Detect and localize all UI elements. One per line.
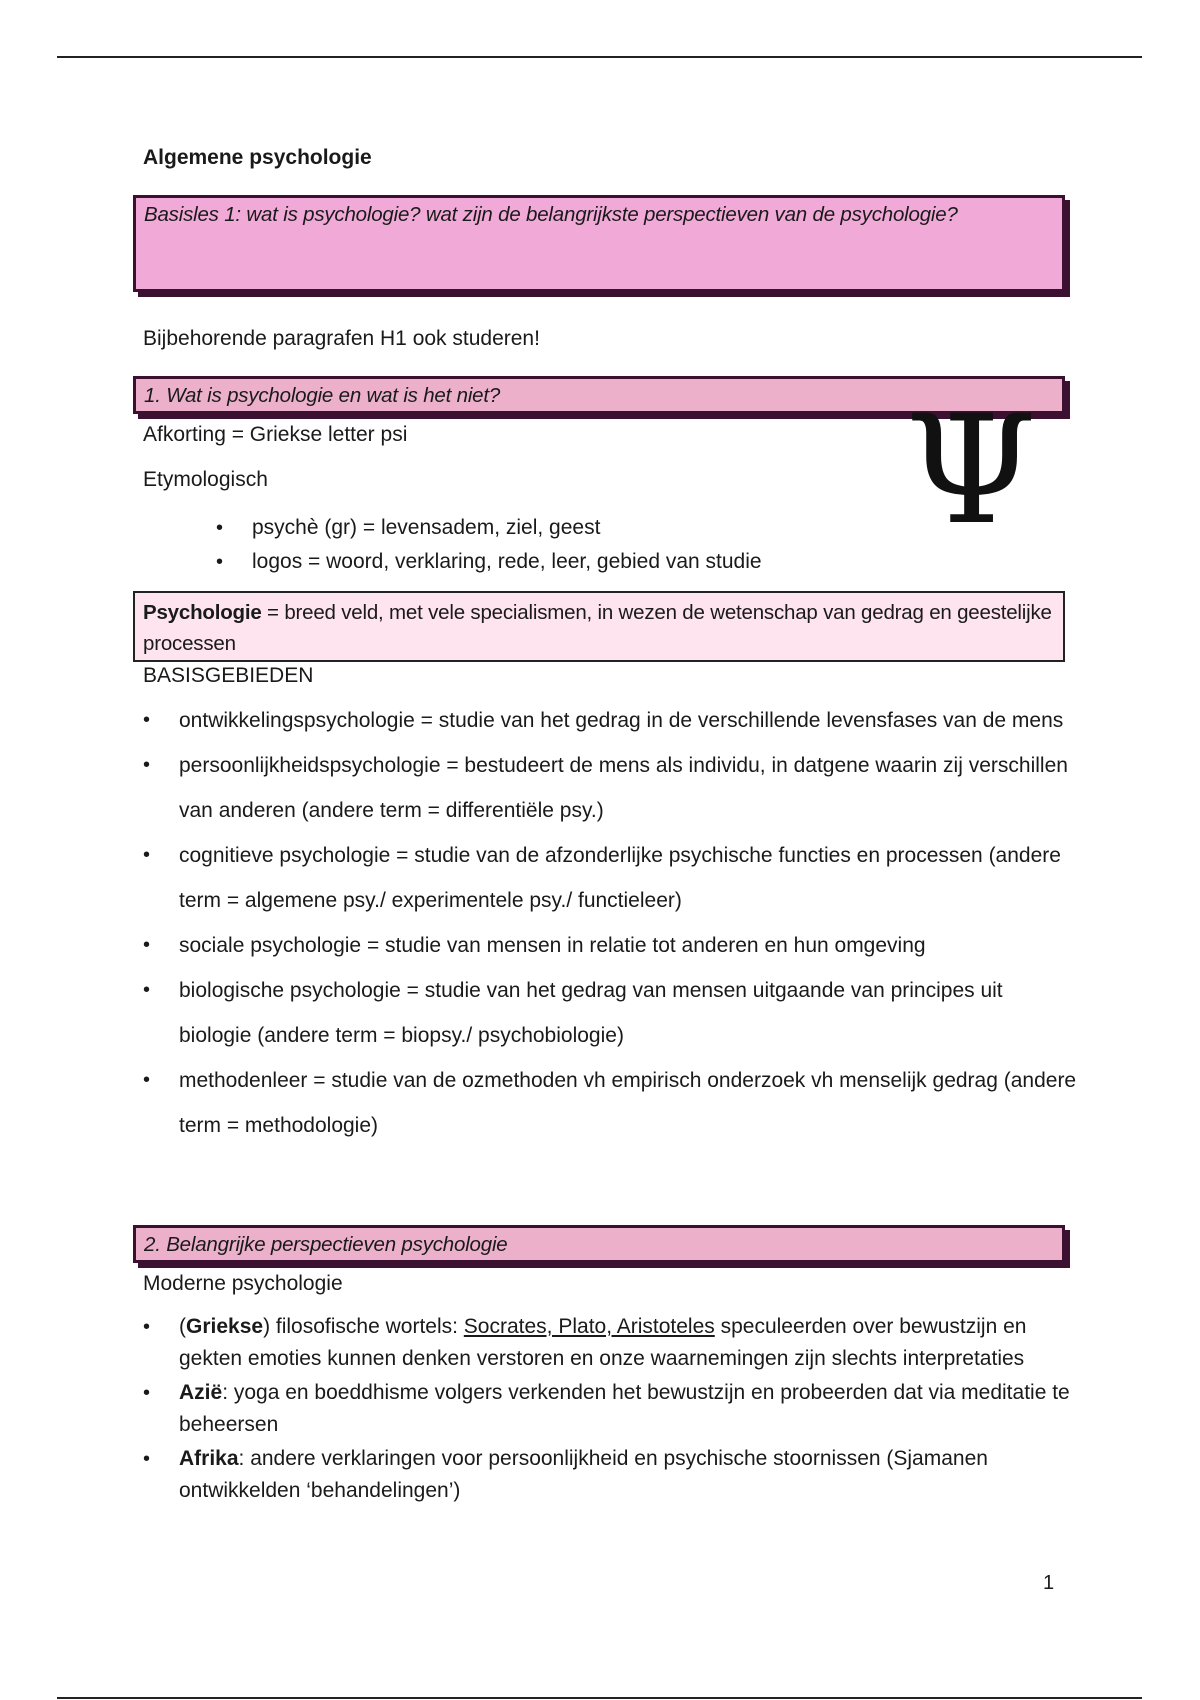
page-title: Algemene psychologie xyxy=(143,146,372,169)
intro-note: Bijbehorende paragrafen H1 ook studeren! xyxy=(143,327,540,350)
list-item xyxy=(179,1377,1079,1441)
psi-symbol: Ψ xyxy=(905,384,1037,558)
section-2-heading-box xyxy=(133,1225,1065,1263)
bold-term: Afrika xyxy=(179,1447,239,1470)
bold-term: Griekse xyxy=(186,1315,264,1338)
list-item: • psychè (gr) = levensadem, ziel, geest xyxy=(252,511,762,545)
list-item: • sociale psychologie = studie van mensen in relatie tot anderen en hun omgeving xyxy=(179,923,1079,968)
page-number: 1 xyxy=(1043,1572,1055,1594)
definition-text: = breed veld, met vele specialismen, in wezen de wetenschap van gedrag en geestelijke processen xyxy=(143,601,1052,655)
section-1-heading: 1. Wat is psychologie en wat is het niet? xyxy=(144,384,501,407)
top-rule xyxy=(57,56,1142,58)
etymology-label: Etymologisch xyxy=(143,468,268,491)
bottom-rule xyxy=(57,1697,1142,1699)
list-item xyxy=(179,1443,1079,1507)
section-2-heading: 2. Belangrijke perspectieven psychologie xyxy=(144,1233,508,1256)
paren: ( xyxy=(179,1315,186,1338)
bold-term: Azië xyxy=(179,1381,223,1404)
underlined-names: Socrates, Plato, Aristoteles xyxy=(463,1315,715,1338)
list-item: • persoonlijkheidspsychologie = bestudeert de mens als individu, in datgene waarin zij verschillen van anderen (andere term = differentiële psy.) xyxy=(179,743,1079,833)
item-text: : yoga en boeddhisme volgers verkenden het bewustzijn en probeerden dat via meditatie te beheersen xyxy=(179,1381,1070,1436)
list-item: • methodenleer = studie van de ozmethoden vh empirisch onderzoek vh menselijk gedrag (andere term = methodologie) xyxy=(179,1058,1079,1148)
definition-term: Psychologie xyxy=(143,601,262,624)
definition-box xyxy=(133,591,1065,662)
list-item: • biologische psychologie = studie van het gedrag van mensen uitgaande van principes uit biologie (andere term = biopsy./ psychobiologie) xyxy=(179,968,1079,1058)
lesson-box xyxy=(133,195,1065,292)
item-text: ) filosofische wortels: xyxy=(263,1315,464,1338)
list-item: • logos = woord, verklaring, rede, leer, gebied van studie xyxy=(252,545,762,579)
list-item: • cognitieve psychologie = studie van de afzonderlijke psychische functies en processen (andere term = algemene psy./ experimentele psy./ functieleer) xyxy=(179,833,1079,923)
item-text: : andere verklaringen voor persoonlijkheid en psychische stoornissen (Sjamanen ontwikkelden ‘behandelingen’) xyxy=(179,1447,988,1502)
modern-psychology-label: Moderne psychologie xyxy=(143,1272,343,1295)
item-text: speculeerden over bewustzijn en gekten emoties kunnen denken verstoren en onze waarnemingen zijn slechts interpretaties xyxy=(179,1315,1027,1370)
lesson-box-text: Basisles 1: wat is psychologie? wat zijn de belangrijkste perspectieven van de psychologie? xyxy=(144,203,958,226)
list-item xyxy=(179,1311,1079,1375)
abbreviation-line: Afkorting = Griekse letter psi xyxy=(143,423,408,446)
perspectives-list xyxy=(179,1311,1079,1509)
list-item: • ontwikkelingspsychologie = studie van het gedrag in de verschillende levensfases van de mens xyxy=(179,698,1079,743)
basic-fields-list xyxy=(179,698,1079,1148)
etymology-list xyxy=(252,511,762,579)
fields-label: BASISGEBIEDEN xyxy=(143,664,314,687)
